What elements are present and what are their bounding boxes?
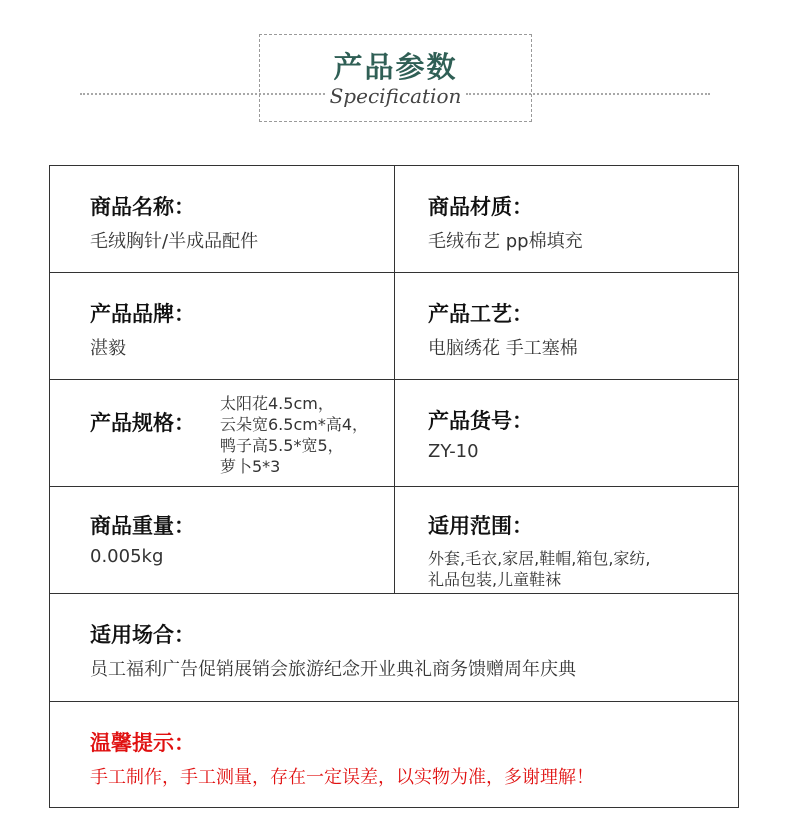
column-divider	[394, 166, 395, 594]
material-cell	[428, 191, 583, 253]
weight-label: 商品重量：	[90, 514, 195, 538]
row-divider	[50, 486, 738, 487]
brand-label: 产品品牌：	[90, 302, 195, 326]
spec-line: 鸭子高5.5*宽5，	[220, 436, 344, 455]
occasion-label: 适用场合：	[90, 623, 195, 647]
craft-value: 电脑绣花 手工塞棉	[428, 338, 578, 359]
spec-values	[220, 393, 368, 477]
spec-label: 产品规格：	[90, 411, 195, 435]
material-label: 商品材质：	[428, 195, 533, 219]
brand-cell	[90, 298, 195, 360]
weight-cell	[90, 510, 195, 567]
occasion-value: 员工福利广告促销展销会旅游纪念开业典礼商务馈赠周年庆典	[90, 659, 576, 680]
scope-cell	[428, 510, 651, 590]
product-name-cell	[90, 191, 258, 253]
section-subtitle: Specification	[329, 84, 462, 108]
item-no-label: 产品货号：	[428, 409, 533, 433]
spec-line: 太阳花4.5cm，	[220, 394, 334, 413]
spec-line: 云朵宽6.5cm*高4，	[220, 415, 369, 434]
craft-cell	[428, 298, 578, 360]
item-no-value: ZY-10	[428, 441, 479, 462]
spec-cell-label	[90, 407, 195, 437]
item-no-cell	[428, 405, 533, 462]
product-name-label: 商品名称：	[90, 195, 195, 219]
material-value: 毛绒布艺 pp棉填充	[428, 231, 583, 252]
scope-line: 礼品包装,儿童鞋袜	[428, 570, 562, 589]
row-divider	[50, 701, 738, 702]
brand-value: 湛毅	[90, 338, 126, 359]
scope-line: 外套,毛衣,家居,鞋帽,箱包,家纺,	[428, 549, 651, 568]
row-divider	[50, 272, 738, 273]
product-name-value: 毛绒胸针/半成品配件	[90, 231, 259, 252]
weight-value: 0.005kg	[90, 546, 164, 567]
notice-cell	[90, 727, 594, 789]
section-title: 产品参数	[333, 50, 458, 84]
spec-line: 萝卜5*3	[220, 457, 281, 476]
occasion-cell	[90, 619, 576, 681]
craft-label: 产品工艺：	[428, 302, 533, 326]
row-divider	[50, 593, 738, 594]
scope-label: 适用范围：	[428, 514, 533, 538]
spec-table	[49, 165, 739, 808]
scope-values	[428, 548, 651, 590]
notice-label: 温馨提示：	[90, 731, 195, 755]
header-frame	[259, 34, 532, 122]
row-divider	[50, 379, 738, 380]
notice-value: 手工制作，手工测量，存在一定误差，以实物为准，多谢理解！	[90, 767, 594, 788]
